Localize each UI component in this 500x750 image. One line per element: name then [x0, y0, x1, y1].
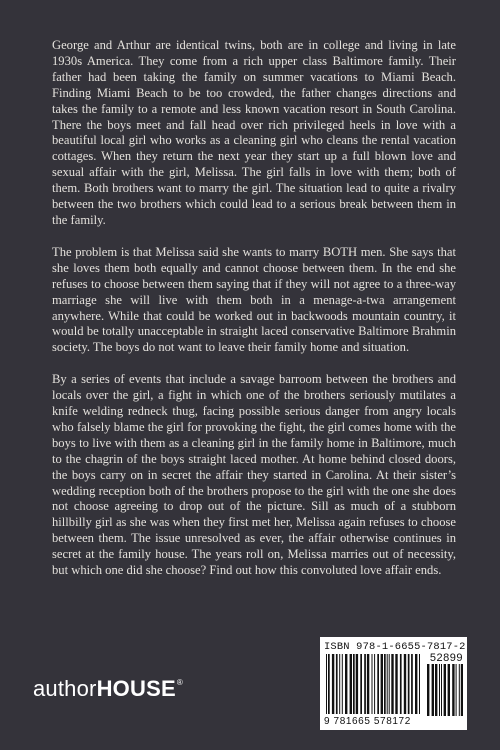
barcode-bar	[461, 664, 463, 716]
barcode-bar	[328, 654, 330, 714]
barcode-bar	[435, 664, 437, 716]
barcode-bar	[360, 654, 362, 714]
barcode-bar	[350, 654, 352, 714]
barcode-bar	[326, 654, 327, 714]
barcode-bar	[364, 654, 366, 714]
barcode-bar	[336, 654, 338, 714]
barcode-bar	[427, 664, 429, 716]
barcode-bar	[452, 664, 454, 716]
ean-barcode-bars	[326, 654, 422, 714]
barcode-bar	[408, 654, 410, 714]
barcode-bar	[339, 654, 340, 714]
barcode-bar	[448, 664, 450, 716]
barcode-bar	[332, 654, 334, 714]
price-addon-bars	[427, 664, 463, 716]
barcode-bar	[441, 664, 442, 716]
barcode-bar	[381, 654, 383, 714]
barcode-bar	[400, 654, 402, 714]
barcode-bar	[353, 654, 355, 714]
barcode-bar	[387, 654, 388, 714]
barcode-bar	[356, 654, 358, 714]
isbn-label: ISBN 978-1-6655-7817-2	[324, 641, 466, 653]
blurb-paragraph-1: George and Arthur are identical twins, both are in college and living in late 1930s America. They come from a rich upper class Baltimore family. Their father had been taking the family on summer vacations to Miami Beach. Finding Miami Beach to be too crowded, the father changes directions and takes the family to a remote and less known vacation resort in South Carolina. There the boys meet and fall head over rich privileged heels in love with a beautiful local girl who works as a cleaning girl who cleans the rental vacation cottages. When they return the next year they start up a full blown love and sexual affair with the girl, Melissa. The girl falls in love with them; both of them. Both brothers want to marry the girl. The situation lead to quite a rivalry between the two brothers which could lead to a serious break between them in the family.	[52, 38, 456, 227]
blurb-paragraph-2: The problem is that Melissa said she wants to marry BOTH men. She says that she loves them both equally and cannot choose between them. In the end she refuses to choose between them saying that if they will not agree to a three-way marriage she will live with them both in a menage-a-twa arrangement anywhere. While that could be worked out in backwoods mountain country, it would be totally unacceptable in straight laced conservative Baltimore Brahmin society. The boys do not want to leave their family home and situation.	[52, 244, 456, 355]
barcode-bar	[404, 654, 406, 714]
barcode-bar	[367, 654, 369, 714]
barcode-bar	[391, 654, 393, 714]
publisher-logo-light: author	[33, 676, 97, 701]
registered-mark: ®	[176, 678, 183, 687]
barcode-bar	[389, 654, 390, 714]
barcode-bar	[444, 664, 446, 716]
barcode-bar	[419, 654, 420, 714]
price-code: 52899	[429, 652, 463, 664]
barcode-bar	[439, 664, 440, 716]
barcode-bar	[395, 654, 397, 714]
barcode-digits: 9 781665 578172	[324, 716, 411, 727]
barcode-bar	[377, 654, 379, 714]
barcode-bar	[345, 654, 347, 714]
publisher-logo	[33, 676, 183, 702]
barcode-bar	[372, 654, 373, 714]
barcode-bar	[384, 654, 386, 714]
barcode-bar	[459, 664, 460, 716]
barcode-bar	[411, 654, 413, 714]
barcode-bar	[456, 664, 457, 716]
barcode-bar	[415, 654, 417, 714]
barcode-bar	[374, 654, 375, 714]
back-cover-blurb	[52, 38, 456, 595]
barcode-bar	[342, 654, 343, 714]
publisher-logo-bold: HOUSE	[96, 676, 176, 701]
barcode-bar	[432, 664, 434, 716]
blurb-paragraph-3: By a series of events that include a savage barroom between the brothers and locals over the girl, a fight in which one of the brothers seriously mutilates a knife welding redneck thug, facing possible serious danger from angry locals who falsely blame the girl for provoking the fight, the girl comes home with the boys to live with them as a cleaning girl in the family home in Baltimore, much to the chagrin of the boys straight laced mother. At home behind closed doors, the boys carry on in secret the affair they started in Carolina. At their sister’s wedding reception both of the brothers propose to the girl with the one she does not choose agreeing to drop out of the picture. Sill as much of a stubborn hillbilly girl as she was when they first met her, Melissa again refuses to choose between them. The issue unresolved as ever, the affair otherwise continues in secret at the family house. The years roll on, Melissa marries out of necessity, but which one did she choose? Find out how this convoluted love affair ends.	[52, 372, 456, 578]
isbn-barcode	[320, 637, 467, 730]
